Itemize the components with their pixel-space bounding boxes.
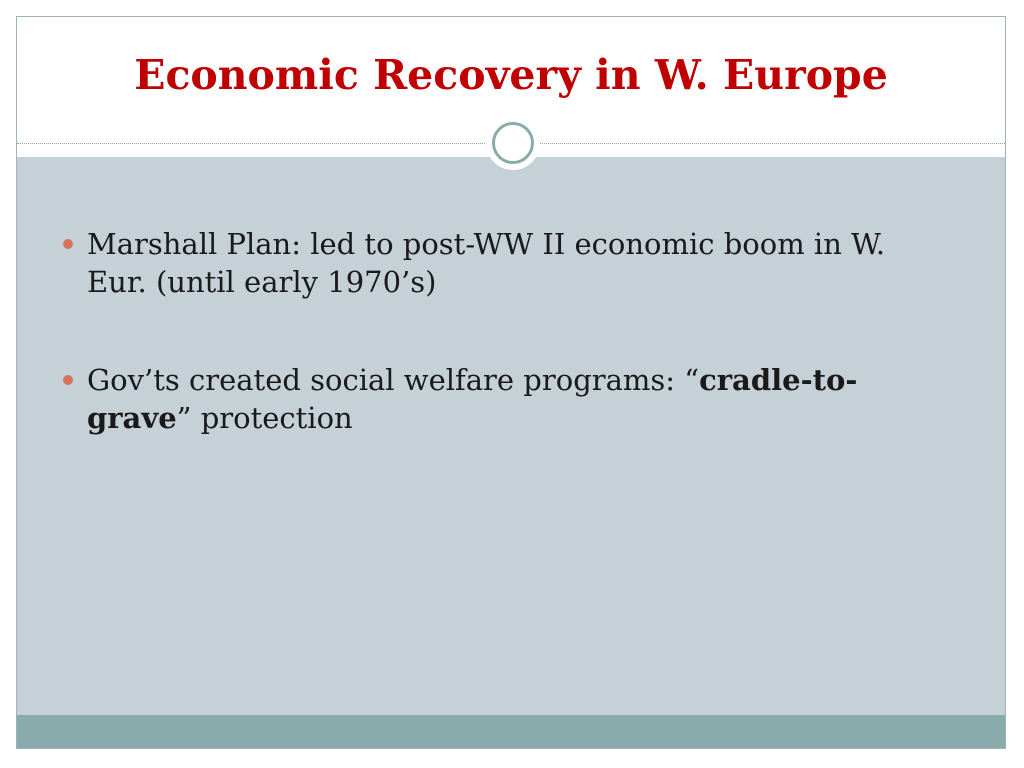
circle-ornament-icon	[486, 116, 540, 170]
bullet-dot-icon	[63, 375, 73, 385]
slide-frame	[16, 16, 1006, 749]
bullet-text: Marshall Plan: led to post-WW II economic boom in W. Eur. (until early 1970’s)	[87, 227, 886, 299]
bullet-text-start: Gov’ts created social welfare programs: “	[87, 363, 700, 397]
slide-title: Economic Recovery in W. Europe	[134, 51, 888, 99]
bold-term-cradle-to-grave: cradle-to-grave	[87, 363, 858, 435]
bullet-text-end: ” protection	[176, 401, 353, 435]
bullet-dot-icon	[63, 239, 73, 249]
bottom-band	[17, 715, 1005, 749]
content-area	[17, 157, 1005, 715]
circle-ring-icon	[492, 122, 534, 164]
bullet-list	[63, 225, 923, 497]
bullet-item-marshall-plan	[63, 225, 923, 301]
bullet-item-social-welfare	[63, 361, 923, 437]
